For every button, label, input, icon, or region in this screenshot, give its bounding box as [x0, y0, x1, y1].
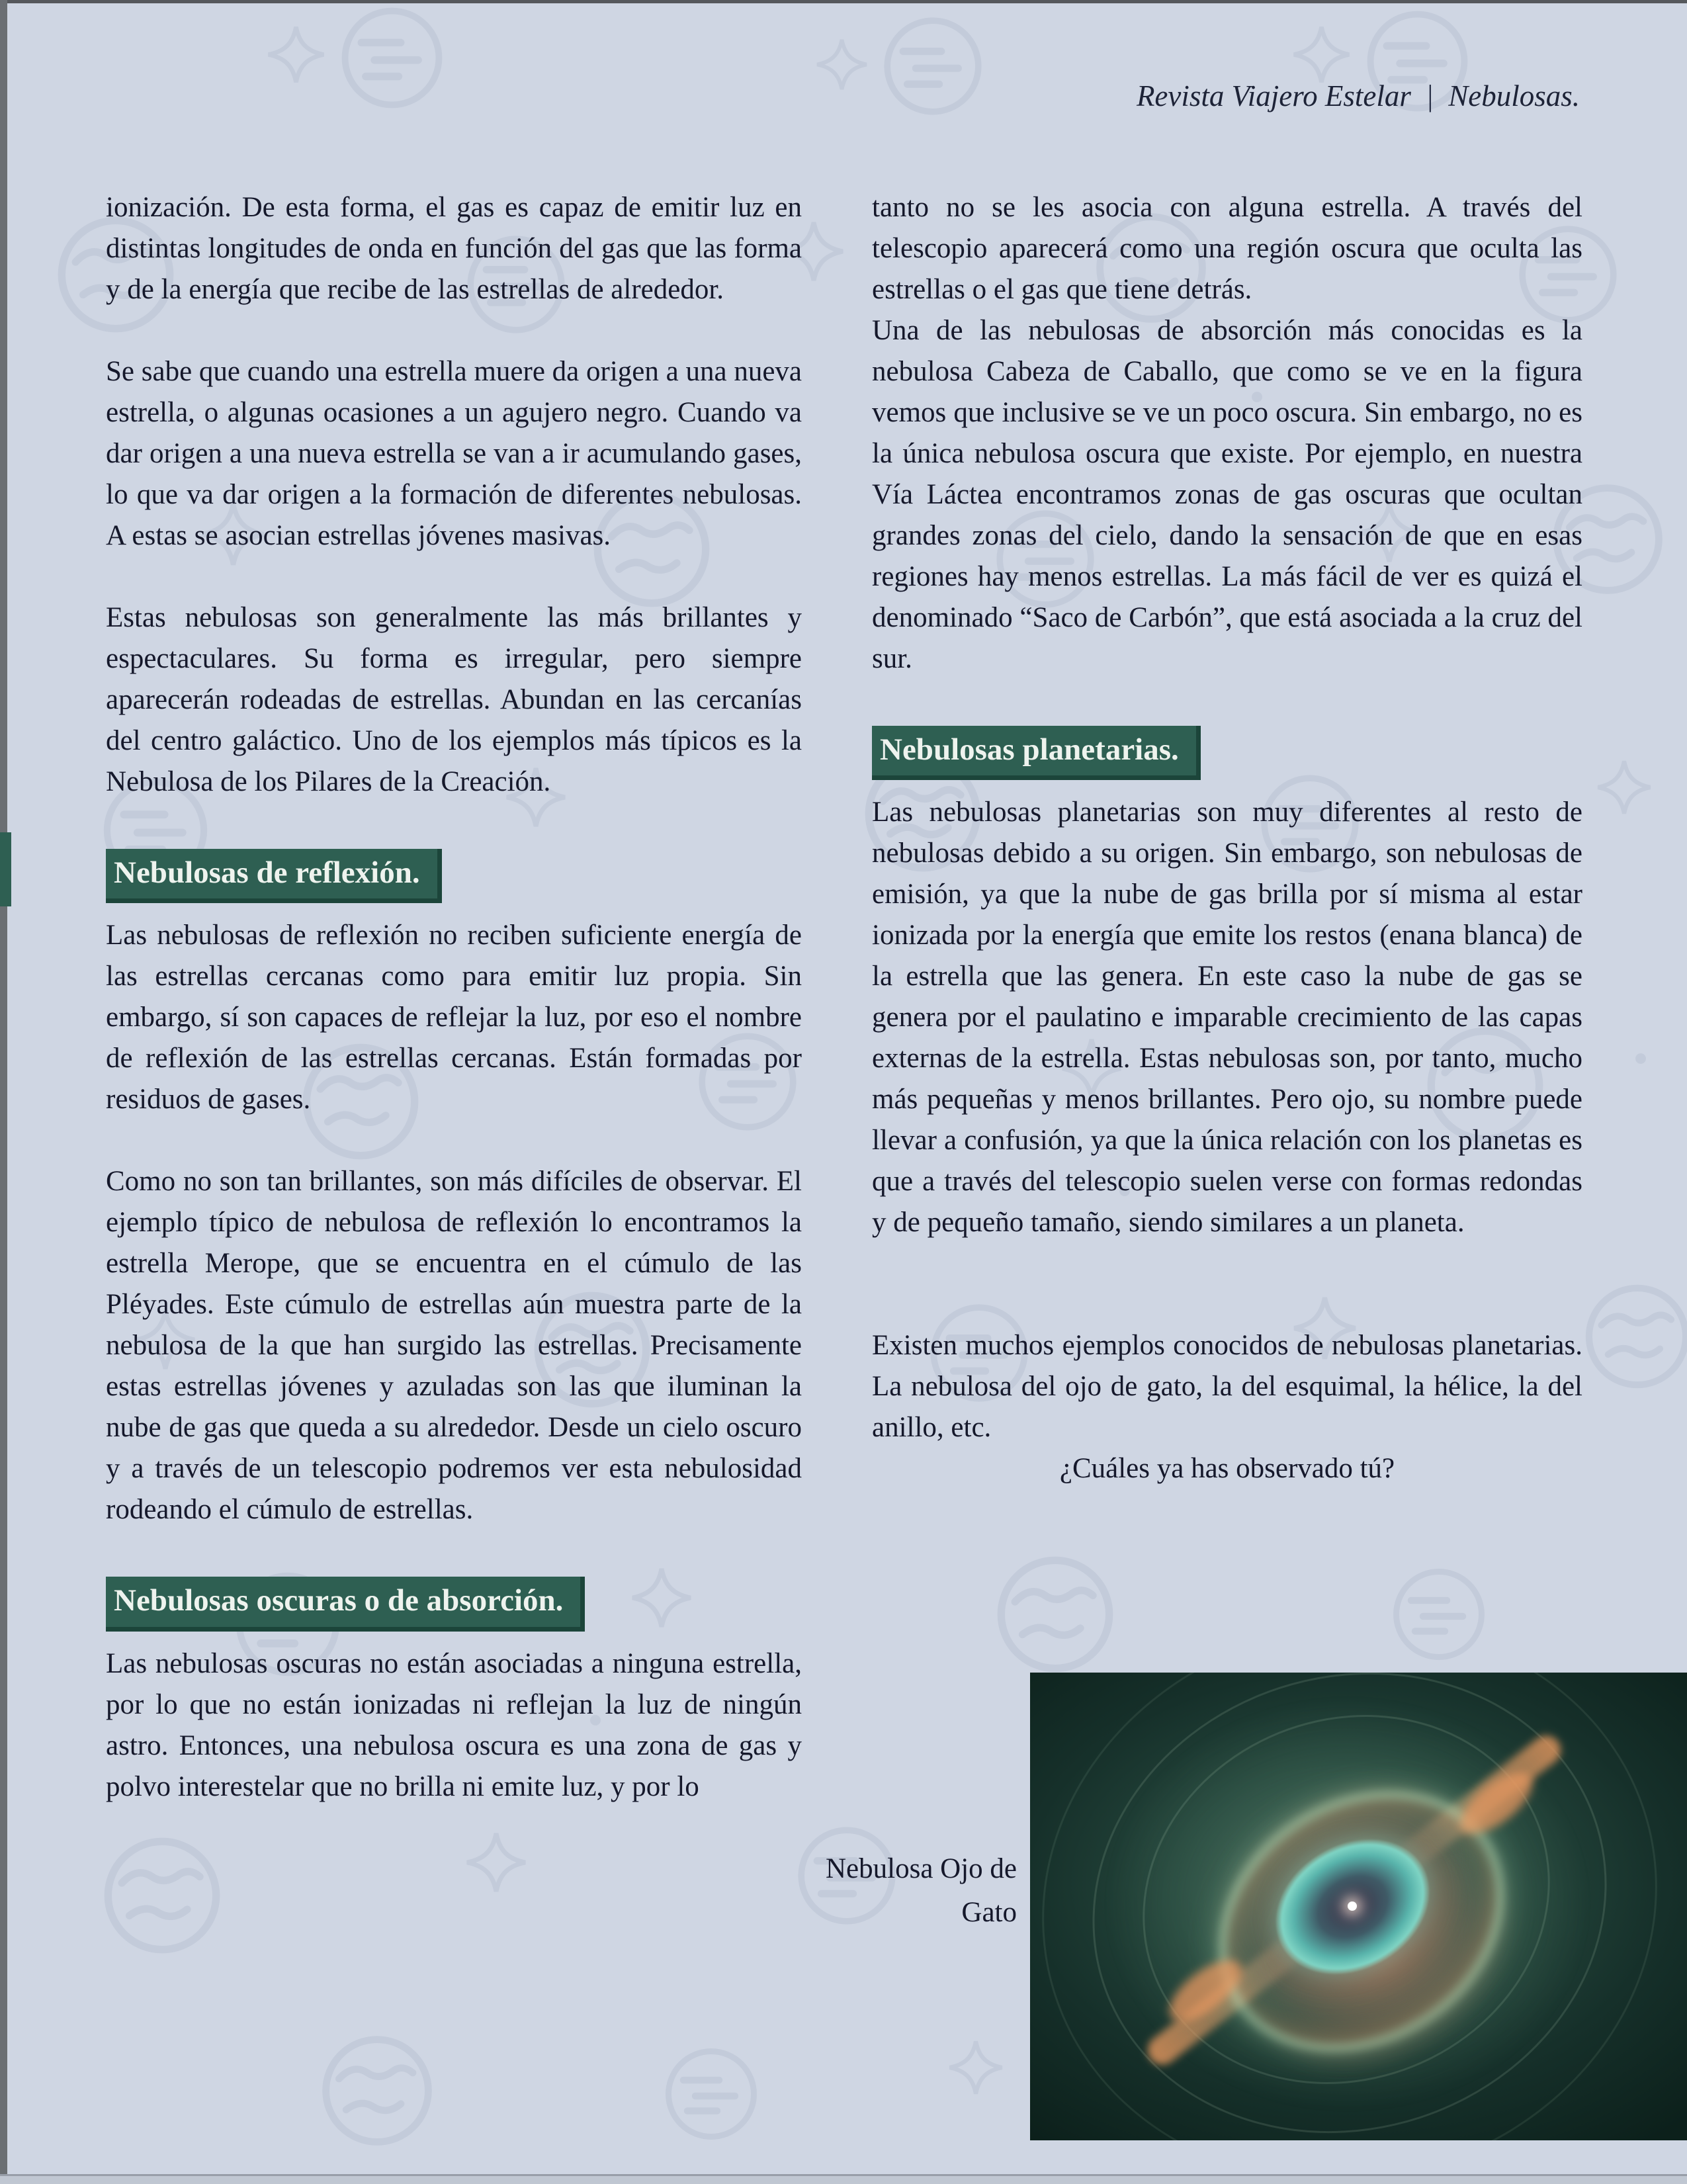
left-column	[106, 187, 802, 1808]
watermark-banded-planet-icon	[345, 11, 439, 105]
section-header-wrap	[106, 1577, 802, 1631]
running-header	[1137, 78, 1580, 114]
paragraph-ionizacion: ionización. De esta forma, el gas es capaz de emitir luz en distintas longitudes de onda en función del gas que las forma y de la energía que recibe de las estrellas de alrededor.	[106, 192, 802, 305]
paragraph-oscuras-2: tanto no se les asocia con alguna estrella. A través del telescopio aparecerá como una región oscura que oculta las estrellas o el gas que tiene detrás.	[872, 192, 1582, 305]
paragraph-cabeza-caballo: Una de las nebulosas de absorción más conocidas es la nebulosa Cabeza de Caballo, que como se ve en la figura vemos que inclusive se ve un poco oscura. Sin embargo, no es la única nebulosa oscura que existe. Por ejemplo, en nuestra Vía Láctea encontramos zonas de gas oscuras que ocultan grandes zonas del cielo, dando la sensación de que en esas regiones hay menos estrellas. La más fácil de ver es quizá el denominado “Saco de Carbón”, que está asociada a la cruz del sur.	[872, 315, 1582, 674]
reader-question: ¿Cuáles ya has observado tú?	[1059, 1453, 1395, 1485]
section-header-wrap	[872, 726, 1582, 780]
section-topic: Nebulosas.	[1448, 79, 1580, 112]
watermark-sparkle-icon	[949, 2041, 1002, 2093]
section-header-planetarias: Nebulosas planetarias.	[872, 726, 1201, 780]
page-left-edge	[0, 0, 7, 2184]
paragraph-nebulosas-brillantes: Estas nebulosas son generalmente las más brillantes y espectaculares. Su forma es irregular, pero siempre aparecerán rodeadas de estrellas. Abundan en las cercanías del centro galáctico. Uno de los ejemplos más típicos es la Nebulosa de los Pilares de la Creación.	[106, 602, 802, 797]
watermark-earth-globe-icon	[1589, 1288, 1686, 1385]
header-divider: |	[1425, 79, 1434, 112]
watermark-sparkle-icon	[1294, 27, 1350, 83]
nebula-central-star	[1348, 1901, 1357, 1911]
watermark-sparkle-icon	[817, 40, 867, 89]
watermark-banded-planet-icon	[1397, 1572, 1482, 1657]
watermark-banded-planet-icon	[887, 21, 978, 112]
right-column	[872, 187, 1582, 1489]
watermark-earth-globe-icon	[326, 2040, 429, 2142]
section-header-reflexion: Nebulosas de reflexión.	[106, 849, 442, 903]
paragraph-oscuras-1: Las nebulosas oscuras no están asociadas a ninguna estrella, por lo que no están ionizadas ni reflejan la luz de ningún astro. Entonces, una nebulosa oscura es una zona de gas y polvo interestelar que no brilla ni emite luz, y por lo	[106, 1647, 802, 1802]
cat-eye-nebula-image	[1030, 1673, 1687, 2140]
page-bottom-edge	[0, 2174, 1687, 2184]
paragraph-reflexion-2: Como no son tan brillantes, son más difíciles de observar. El ejemplo típico de nebulosa de reflexión lo encontramos la estrella Merope, que se encuentra en el cúmulo de las Pléyades. Este cúmulo de estrellas aún muestra parte de la nebulosa de la que han surgido las estrellas. Precisamente estas estrellas jóvenes y azuladas son las que iluminan la nube de gas que queda a su alrededor. Desde un cielo oscuro y a través de un telescopio podremos ver esta nebulosidad rodeando el cúmulo de estrellas.	[106, 1166, 802, 1526]
watermark-dot-icon	[1635, 1053, 1646, 1064]
watermark-sparkle-icon	[269, 27, 324, 83]
page-top-edge	[0, 0, 1687, 3]
section-header-oscuras: Nebulosas oscuras o de absorción.	[106, 1577, 585, 1631]
watermark-sparkle-icon	[1598, 761, 1650, 813]
figure-caption: Nebulosa Ojo de Gato	[826, 1853, 1017, 1928]
magazine-title: Revista Viajero Estelar	[1136, 79, 1411, 112]
watermark-earth-globe-icon	[108, 1841, 216, 1949]
paragraph-planetarias-1: Las nebulosas planetarias son muy diferentes al resto de nebulosas debido a su origen. Sin embargo, son nebulosas de emisión, ya que la nube de gas brilla por sí misma al estar ionizada por la energía que emite los restos (enana blanca) de la estrella que las genera. En este caso la nube de gas se genera por el paulatino e imparable crecimiento de las capas externas de la estrella. Estas nebulosas son, por tanto, mucho más pequeñas y menos brillantes. Pero ojo, su nombre puede llevar a confusión, ya que la única relación con los planetas es que a través del telescopio suelen verse con formas redondas y de pequeño tamaño, siendo similares a un planeta.	[872, 797, 1582, 1239]
paragraph-estrella-muere: Se sabe que cuando una estrella muere da origen a una nueva estrella, o algunas ocasiones a un agujero negro. Cuando va dar origen a una nueva estrella se van a ir acumulando gases, lo que va dar origen a la formación de diferentes nebulosas. A estas se asocian estrellas jóvenes masivas.	[106, 356, 802, 551]
watermark-earth-globe-icon	[1001, 1560, 1109, 1668]
watermark-sparkle-icon	[467, 1833, 525, 1892]
watermark-banded-planet-icon	[669, 2052, 754, 2137]
paragraph-planetarias-ejemplos: Existen muchos ejemplos conocidos de nebulosas planetarias. La nebulosa del ojo de gato, la del esquimal, la hélice, la del anillo, etc.	[872, 1330, 1582, 1444]
section-header-wrap	[106, 849, 802, 903]
paragraph-reflexion-1: Las nebulosas de reflexión no reciben suficiente energía de las estrellas cercanas como para emitir luz propia. Sin embargo, sí son capaces de reflejar la luz, por eso el nombre de reflexión de las estrellas cercanas. Están formadas por residuos de gases.	[106, 920, 802, 1115]
left-edge-green-tab	[0, 832, 11, 906]
